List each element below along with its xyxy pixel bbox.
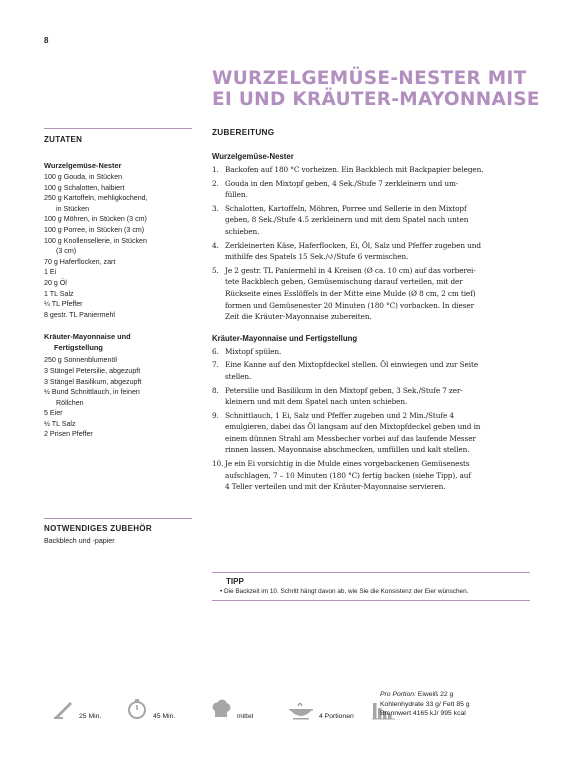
step-line: Zeit die Kräuter-Mayonnaise zubereiten. [225,312,372,322]
step-number: 1. [212,165,219,174]
ingredient-line: in Stücken [56,204,90,213]
ingredient-item [44,310,192,321]
ingredient-line: ¼ TL Pfeffer [44,300,83,309]
ingredient-item [44,387,192,408]
step-line: geben, 8 Sek./Stufe 4.5 zerkleinern und mit dem Spatel nach unten [225,215,469,225]
step-number: 6. [212,346,219,356]
ingredient-item [44,377,192,388]
prep-time-value: 25 Min. [79,713,102,720]
ingredient-line: 100 g Knollensellerie, in Stücken [44,236,147,245]
equipment-text: Backblech und -papier [44,537,115,545]
step-number: 3. [212,203,219,213]
step-line: Zerkleinerten Käse, Haferflocken, Ei, Öl, Salz und Pfeffer zugeben und [225,240,481,250]
total-time [126,698,175,720]
step-line: Eine Kanne auf den Mixtopfdeckel stellen. Öl einwiegen und zur Seite [225,360,479,370]
ingredient-line: 100 g Gouda, in Stücken [44,173,123,181]
step-item [212,203,530,238]
section-divider [44,128,192,129]
portions [288,698,354,720]
step-item [212,385,530,408]
step-list [212,164,530,323]
step-number: 7. [212,360,219,370]
ingredient-line: Röllchen [56,398,84,407]
total-time-value: 45 Min. [153,713,176,720]
preparation-heading: ZUBEREITUNG [212,128,275,137]
ingredients-heading: ZUTATEN [44,135,83,144]
step-number: 4. [212,240,219,250]
tip-box [212,572,530,601]
step-line: schieben. [225,226,260,236]
preparation-column [212,128,530,495]
step-line: mithilfe des Spatels 15 Sek./↺/Stufe 6 vermischen. [225,252,409,262]
step-line: füllen. [225,190,248,200]
step-number: 10. [212,459,224,469]
step-number: 9. [212,410,219,420]
portions-value: 4 Portionen [319,713,354,720]
ingredient-item [44,193,192,214]
nutrition-value: Eiweiß 22 g [417,691,454,698]
title-line: WURZELGEMÜSE-NESTER MIT [212,68,527,89]
ingredient-list [44,172,192,320]
recipe-footer [44,690,530,730]
step-line: 4 Teller verteilen und mit der Kräuter-Mayonnaise servieren. [225,482,446,492]
step-group-title: Kräuter-Mayonnaise und Fertigstellung [212,333,358,343]
page-number: 8 [44,36,49,45]
ingredient-item [44,183,192,194]
ingredient-item [44,172,192,183]
step-item [212,410,530,456]
step-number: 8. [212,385,219,395]
step-line: Schnittlauch, 1 Ei, Salz und Pfeffer zugeben und 2 Min./Stufe 4 [225,410,454,420]
group-title-line: Kräuter-Mayonnaise und [44,332,131,342]
ingredient-line: 1 TL Salz [44,289,74,298]
step-line: Petersilie und Basilikum in den Mixtopf geben, 3 Sek./Stufe 7 zer- [225,385,463,395]
step-group-title: Wurzelgemüse-Nester [212,152,294,161]
ingredient-item [44,355,192,366]
step-item [212,458,530,493]
step-line: Schalotten, Kartoffeln, Möhren, Porree und Sellerie in den Mixtopf [225,203,467,213]
tip-divider [212,600,530,601]
group-title-line: Fertigstellung [54,343,103,353]
ingredient-group-title: Wurzelgemüse-Nester [44,161,122,170]
step-line: Backofen auf 180 °C vorheizen. Ein Backblech mit Backpapier belegen. [225,165,484,174]
ingredient-item [44,429,192,440]
step-number: 5. [212,265,219,275]
tip-text: • Die Backzeit im 10. Schritt hängt davon ab, wie Sie die Konsistenz der Eier wünschen. [220,588,469,595]
tip-heading: TIPP [226,577,244,586]
chef-hat-icon [210,698,232,720]
bowl-icon [288,698,314,720]
ingredient-item [44,278,192,289]
ingredient-list [44,355,192,440]
ingredient-line: ½ TL Salz [44,419,76,428]
step-line: rinnen lassen. Mayonnaise abschmecken, umfüllen und kalt stellen. [225,445,470,455]
step-line: Rückseite eines Esslöffels in der Mitte eine Mulde (Ø 8 cm, 2 cm tief) [225,288,476,298]
step-item [212,164,530,176]
nutrition-line: Brennwert 4165 kJ/ 995 kcal [380,710,466,718]
step-item [212,240,530,263]
ingredient-item [44,289,192,300]
ingredient-item [44,214,192,225]
ingredient-line: 3 Stängel Basilikum, abgezupft [44,377,142,386]
ingredient-line: 8 gestr. TL Paniermehl [44,310,115,319]
recipe-title [212,68,542,110]
step-item [212,265,530,323]
ingredient-line: 2 Prisen Pfeffer [44,430,93,439]
ingredient-line: 100 g Schalotten, halbiert [44,183,125,192]
ingredient-line: 1 Ei [44,268,57,277]
difficulty [210,698,253,720]
ingredient-line: ½ Bund Schnittlauch, in feinen [44,388,140,397]
step-line: stellen. [225,371,252,381]
nutrition-label: Pro Portion: [380,691,416,698]
equipment-heading: NOTWENDIGES ZUBEHÖR [44,524,152,533]
ingredient-item [44,366,192,377]
ingredient-item [44,257,192,268]
step-line: einem dünnen Strahl am Messbecher vorbei auf das laufende Messer [225,433,476,443]
ingredient-item [44,299,192,310]
step-item [212,359,530,382]
ingredient-item [44,236,192,257]
step-item [212,346,530,358]
title-line: EI UND KRÄUTER-MAYONNAISE [212,89,540,110]
nutrition-line: Kohlenhydrate 33 g/ Fett 85 g [380,700,470,708]
step-item [212,178,530,201]
prep-time [52,698,101,720]
tip-divider [212,572,530,573]
equipment-section [44,518,192,547]
ingredient-line: 250 g Kartoffeln, mehligkochend, [44,194,148,203]
difficulty-value: mittel [237,713,254,720]
step-number: 2. [212,178,219,188]
ingredient-line: 250 g Sonnenblumenöl [44,356,117,365]
step-line: Mixtopf spülen. [225,346,282,356]
knife-icon [52,698,74,720]
ingredient-line: 3 Stängel Petersilie, abgezupft [44,366,141,375]
ingredient-item [44,408,192,419]
ingredient-line: 70 g Haferflocken, zart [44,257,116,266]
nutrition-info [380,690,530,719]
timer-icon [126,698,148,720]
step-line: formen und Gemüsenester 20 Minuten (180 °C) vorbacken. In dieser [225,300,475,310]
ingredients-column [44,128,192,440]
step-line: Je 2 gestr. TL Paniermehl in 4 Kreisen (Ø ca. 10 cm) auf das vorberei- [225,265,476,275]
ingredient-group-title [44,331,192,353]
ingredient-item [44,225,192,236]
nutrition-line [380,690,530,700]
ingredient-line: 100 g Porree, in Stücken (3 cm) [44,225,145,234]
section-divider [44,518,192,519]
ingredient-line: 20 g Öl [44,278,67,287]
ingredient-item [44,419,192,430]
step-line: tete Backblech geben, Gemüsemischung darauf verteilen, mit der [225,277,463,287]
step-list [212,346,530,493]
ingredient-line: 5 Eier [44,409,63,418]
step-line: Gouda in den Mixtopf geben, 4 Sek./Stufe 7 zerkleinern und um- [225,178,459,188]
step-line: aufschlagen, 7 – 10 Minuten (180 °C) fertig backen (siehe Tipp), auf [225,470,471,480]
ingredient-line: (3 cm) [56,247,77,256]
step-line: emulgieren, dabei das Öl langsam auf den Mixtopfdeckel geben und in [225,422,481,432]
ingredient-line: 100 g Möhren, in Stücken (3 cm) [44,215,147,224]
ingredient-item [44,267,192,278]
step-line: Je ein Ei vorsichtig in die Mulde eines vorgebackenen Gemüsenests [225,459,470,469]
step-line: kleinern und mit dem Spatel nach unten schieben. [225,397,408,407]
